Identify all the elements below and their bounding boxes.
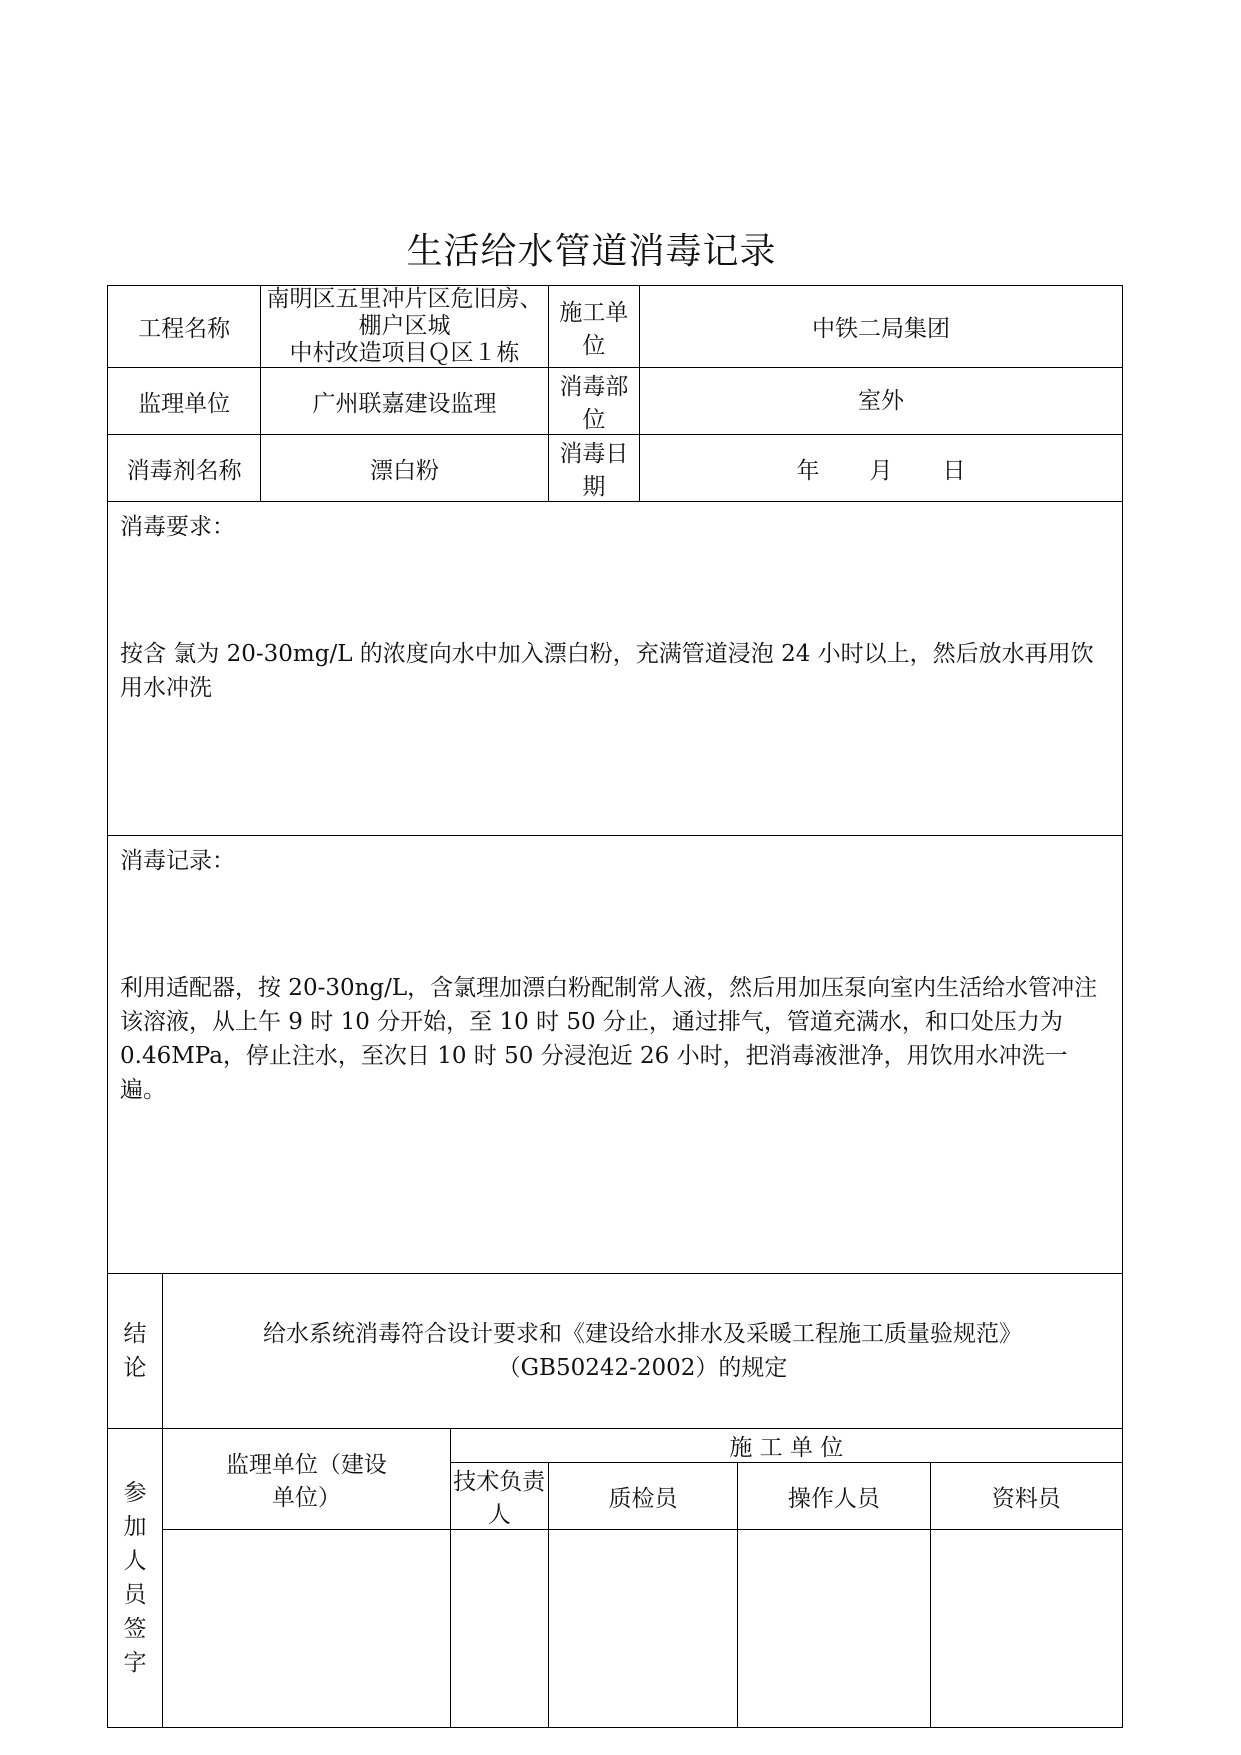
contractor-label: 施工单位: [548, 286, 639, 368]
conclusion-line-1: 给水系统消毒符合设计要求和《建设给水排水及采暖工程施工质量验规范》: [263, 1321, 1023, 1347]
conclusion-text: [163, 1274, 1123, 1429]
supervisor-sign-header-line-1: 监理单位（建设: [225, 1452, 387, 1478]
signatures-side-char: 签: [123, 1616, 147, 1642]
role-technical-lead: 技术负责人: [450, 1463, 548, 1530]
record-heading: 消毒记录：: [120, 848, 235, 874]
signatures-side-char: 加: [123, 1514, 147, 1540]
project-name-line-1: 南明区五里冲片区危旧房、棚户区城: [266, 286, 543, 339]
signatures-side-char: 字: [123, 1650, 147, 1676]
conclusion-label: [108, 1274, 163, 1429]
signatures-side-char: 人: [123, 1548, 147, 1574]
signatures-side-label: [108, 1429, 163, 1728]
signatures-side-char: 员: [123, 1582, 147, 1608]
record-block: [108, 836, 1123, 1274]
date-day: 日: [942, 457, 966, 484]
supervisor-value: 广州联嘉建设监理: [261, 368, 549, 435]
conclusion-line-2: （GB50242-2002）的规定: [497, 1355, 788, 1381]
document-clerk-signature-box[interactable]: [930, 1530, 1122, 1728]
quality-inspector-signature-box[interactable]: [548, 1530, 737, 1728]
role-quality-inspector: 质检员: [548, 1463, 737, 1530]
agent-value: 漂白粉: [261, 435, 549, 502]
form-title: 生活给水管道消毒记录: [406, 231, 777, 272]
date-year: 年: [796, 457, 820, 484]
requirement-text: 按含 氯为 20-30mg/L 的浓度向水中加入漂白粉，充满管道浸泡 24 小时以上，然后放水再用饮用水冲洗: [120, 641, 1094, 701]
role-operator: 操作人员: [738, 1463, 930, 1530]
role-document-clerk: 资料员: [930, 1463, 1122, 1530]
record-text: 利用适配器，按 20-30ng/L，含氯理加漂白粉配制常人液，然后用加压泵向室内生活给水管冲注该溶液，从上午 9 时 10 分开始，至 10 时 50 分止，通过排气，管道充满水，和口处压力为 0.46MPa，停止注水，至次日 10 时 50 分浸泡近 26 小时，把消毒液泄净，用饮用水冲洗一遍。: [120, 975, 1098, 1103]
signatures-side-char: 参: [123, 1480, 147, 1506]
location-label: 消毒部位: [548, 368, 639, 435]
requirement-block: [108, 502, 1123, 836]
technical-lead-signature-box[interactable]: [450, 1530, 548, 1728]
operator-signature-box[interactable]: [738, 1530, 930, 1728]
date-label: 消毒日期: [548, 435, 639, 502]
date-month: 月: [869, 457, 893, 484]
project-name-label: 工程名称: [108, 286, 261, 368]
disinfection-record-table: [107, 285, 1123, 1728]
project-name-line-2: 中村改造项目Ｑ区１栋: [289, 340, 520, 366]
conclusion-label-char-2: 论: [123, 1355, 147, 1381]
contractor-sign-header: 施 工 单 位: [450, 1429, 1122, 1463]
contractor-value: 中铁二局集团: [640, 286, 1123, 368]
supervisor-sign-header-line-2: 单位）: [271, 1485, 341, 1511]
location-value: 室外: [640, 368, 1123, 435]
supervisor-signature-box[interactable]: [163, 1530, 451, 1728]
supervisor-sign-header: [163, 1429, 451, 1530]
supervisor-label: 监理单位: [108, 368, 261, 435]
date-value: [640, 435, 1123, 502]
project-name-value: [261, 286, 549, 368]
agent-label: 消毒剂名称: [108, 435, 261, 502]
requirement-heading: 消毒要求：: [120, 514, 235, 540]
conclusion-label-char-1: 结: [123, 1321, 147, 1347]
